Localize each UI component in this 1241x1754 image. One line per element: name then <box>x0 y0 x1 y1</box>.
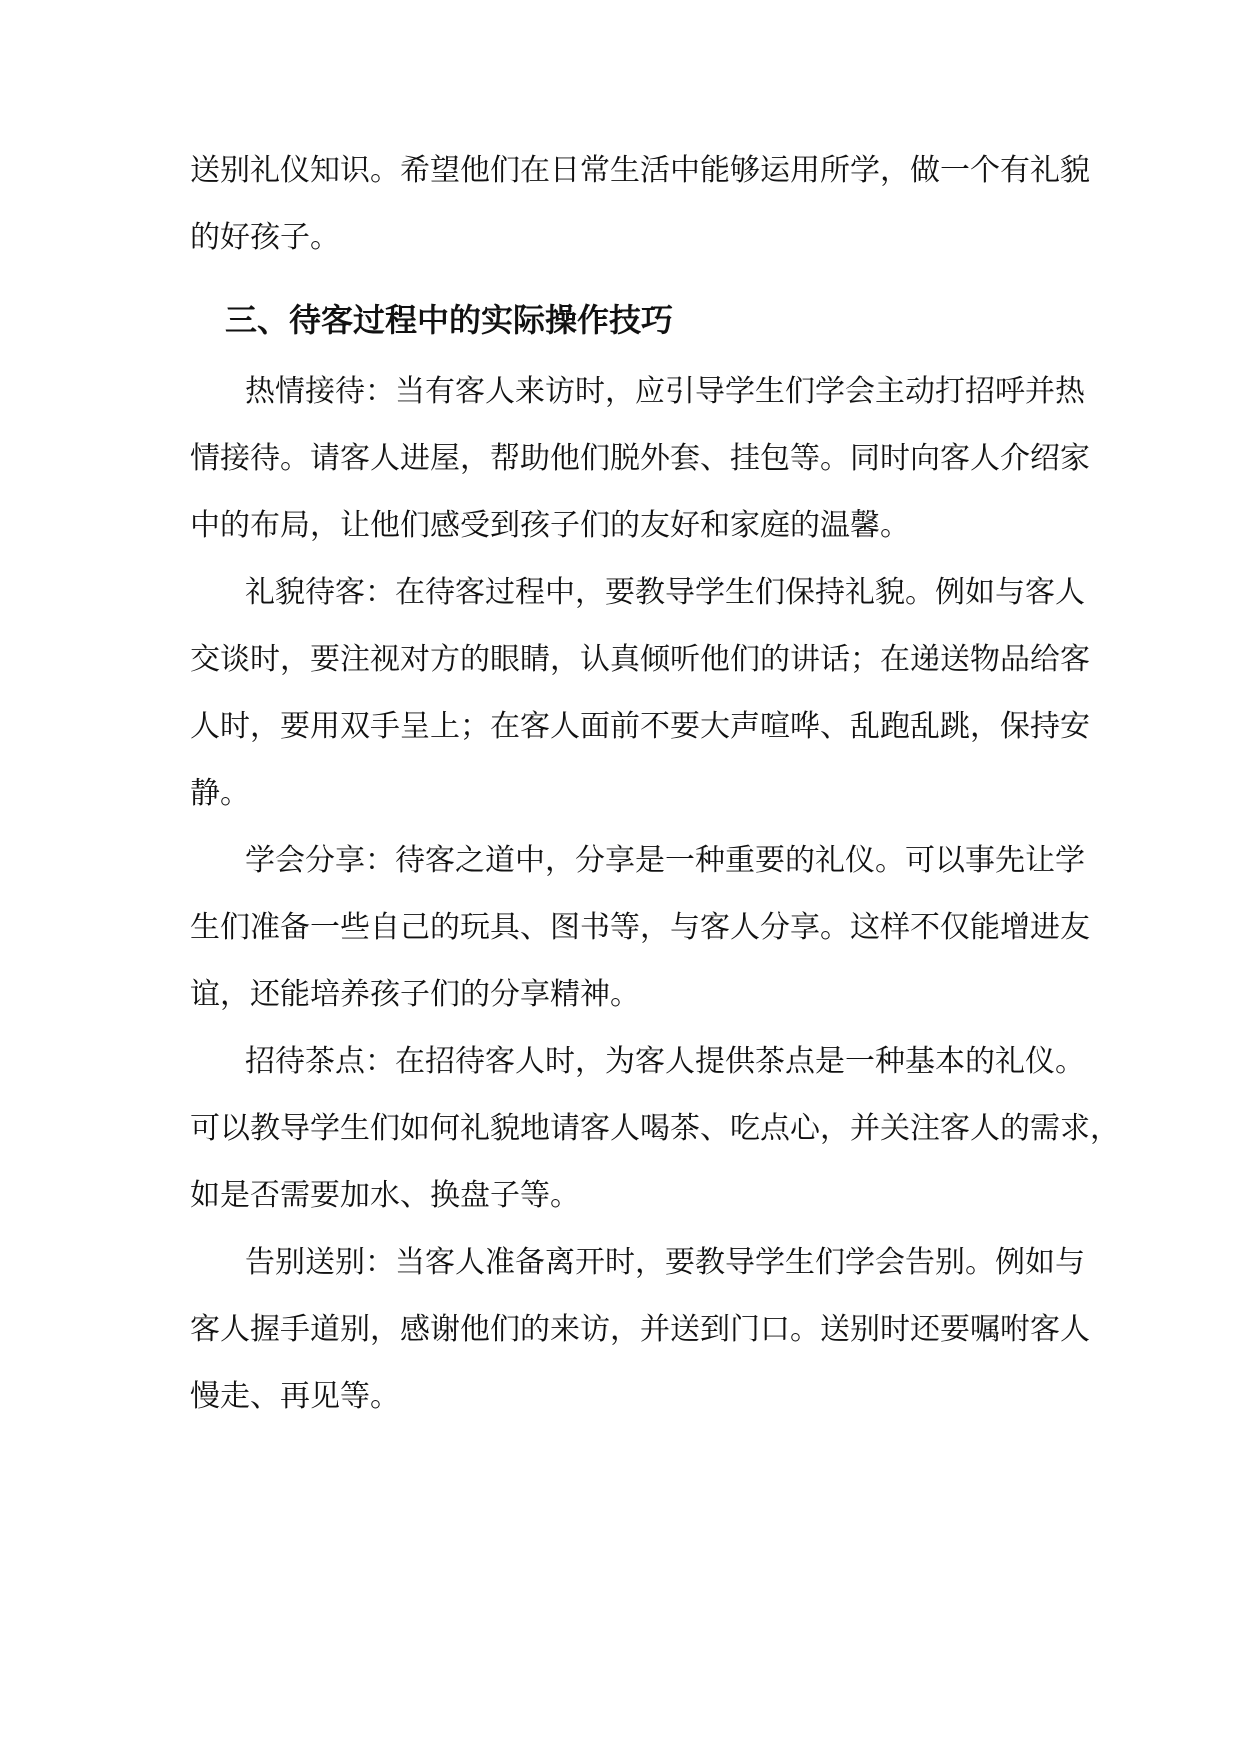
paragraph-5-line-2: 客人握手道别，感谢他们的来访，并送到门口。送别时还要嘱咐客人 <box>190 1312 1090 1347</box>
paragraph-3-line-3: 谊，还能培养孩子们的分享精神。 <box>190 977 640 1012</box>
paragraph-3-line-2: 生们准备一些自己的玩具、图书等，与客人分享。这样不仅能增进友 <box>190 910 1090 945</box>
paragraph-4-line-2: 可以教导学生们如何礼貌地请客人喝茶、吃点心，并关注客人的需求， <box>190 1111 1120 1146</box>
section-heading: 三、待客过程中的实际操作技巧 <box>225 301 674 339</box>
paragraph-1-line-2: 情接待。请客人进屋，帮助他们脱外套、挂包等。同时向客人介绍家 <box>190 441 1090 476</box>
paragraph-1-line-1: 热情接待：当有客人来访时，应引导学生们学会主动打招呼并热 <box>245 374 1085 409</box>
paragraph-1-line-3: 中的布局，让他们感受到孩子们的友好和家庭的温馨。 <box>190 508 910 543</box>
paragraph-5-line-3: 慢走、再见等。 <box>190 1379 400 1414</box>
paragraph-5-line-1: 告别送别：当客人准备离开时，要教导学生们学会告别。例如与 <box>245 1245 1085 1280</box>
paragraph-4-line-1: 招待茶点：在招待客人时，为客人提供茶点是一种基本的礼仪。 <box>245 1044 1085 1079</box>
paragraph-2-line-1: 礼貌待客：在待客过程中，要教导学生们保持礼貌。例如与客人 <box>245 575 1085 610</box>
paragraph-3-line-1: 学会分享：待客之道中，分享是一种重要的礼仪。可以事先让学 <box>245 843 1085 878</box>
paragraph-2-line-4: 静。 <box>190 776 250 811</box>
intro-line-2: 的好孩子。 <box>190 220 340 255</box>
paragraph-4-line-3: 如是否需要加水、换盘子等。 <box>190 1178 580 1213</box>
paragraph-2-line-3: 人时，要用双手呈上；在客人面前不要大声喧哗、乱跑乱跳，保持安 <box>190 709 1090 744</box>
intro-line-1: 送别礼仪知识。希望他们在日常生活中能够运用所学，做一个有礼貌 <box>190 153 1090 188</box>
paragraph-2-line-2: 交谈时，要注视对方的眼睛，认真倾听他们的讲话；在递送物品给客 <box>190 642 1090 677</box>
